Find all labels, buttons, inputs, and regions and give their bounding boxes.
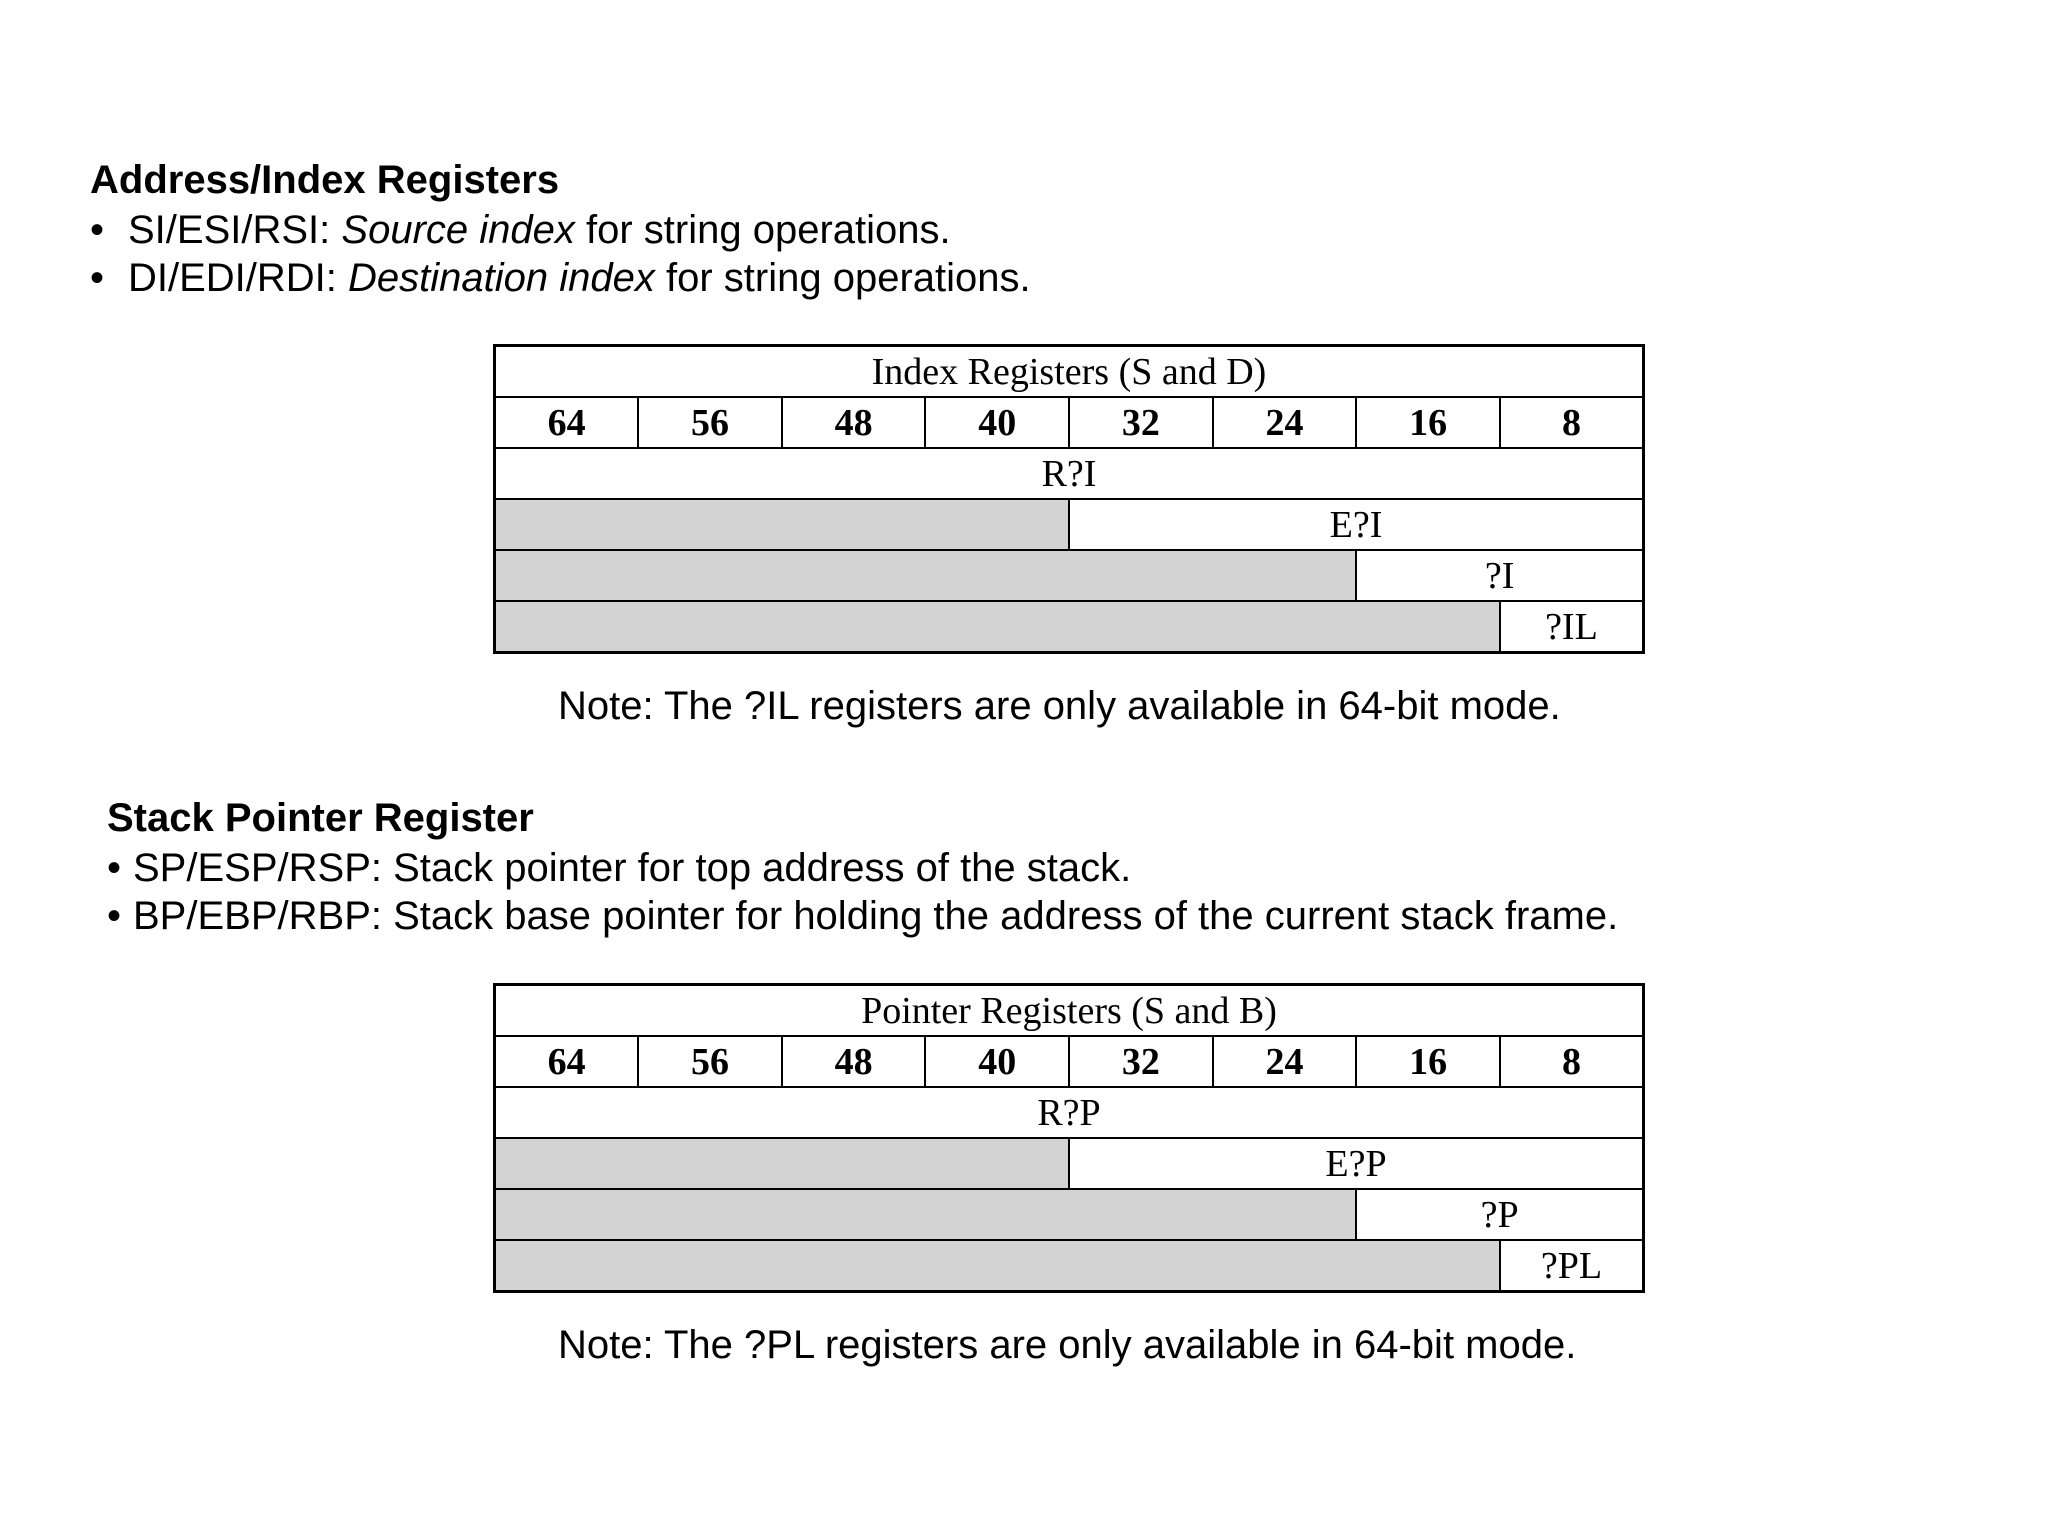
bit-header-cell: 16 bbox=[1356, 1036, 1500, 1087]
bullet-list-address-index bbox=[90, 206, 1031, 302]
bit-header-cell: 64 bbox=[495, 397, 639, 448]
bit-header-cell: 48 bbox=[782, 1036, 926, 1087]
register-label-rxp: R?P bbox=[495, 1087, 1644, 1138]
bullet-suffix: for string operations. bbox=[654, 256, 1031, 300]
register-label-exi: E?I bbox=[1069, 499, 1644, 550]
section-title-address-index: Address/Index Registers bbox=[90, 158, 560, 202]
bit-header-cell: 40 bbox=[925, 397, 1069, 448]
section-title-stack-pointer: Stack Pointer Register bbox=[107, 796, 534, 840]
bit-header-cell: 32 bbox=[1069, 1036, 1213, 1087]
note-index-registers: Note: The ?IL registers are only available in 64-bit mode. bbox=[558, 684, 1561, 728]
register-row-64 bbox=[495, 1087, 1644, 1138]
bit-header-cell: 8 bbox=[1500, 397, 1644, 448]
note-pointer-registers: Note: The ?PL registers are only available in 64-bit mode. bbox=[558, 1323, 1577, 1367]
register-label-xpl: ?PL bbox=[1500, 1240, 1644, 1292]
bullet-list-stack-pointer bbox=[107, 844, 1618, 940]
unused-bits-cell bbox=[495, 1138, 1070, 1189]
register-row-16 bbox=[495, 550, 1644, 601]
bit-header-cell: 40 bbox=[925, 1036, 1069, 1087]
bit-header-row bbox=[495, 1036, 1644, 1087]
bullet-prefix: SP/ESP/RSP: Stack pointer for top address of the stack. bbox=[133, 846, 1132, 890]
bit-header-cell: 48 bbox=[782, 397, 926, 448]
bullet-prefix: DI/EDI/RDI: bbox=[128, 256, 349, 300]
register-label-rxi: R?I bbox=[495, 448, 1644, 499]
bit-header-cell: 24 bbox=[1213, 1036, 1357, 1087]
bit-header-cell: 56 bbox=[638, 397, 782, 448]
table-title: Index Registers (S and D) bbox=[495, 346, 1644, 398]
pointer-registers-table bbox=[493, 983, 1645, 1293]
list-item bbox=[107, 844, 1618, 892]
bullet-dot: • bbox=[90, 256, 105, 300]
register-row-32 bbox=[495, 499, 1644, 550]
register-label-exp: E?P bbox=[1069, 1138, 1644, 1189]
unused-bits-cell bbox=[495, 550, 1357, 601]
register-label-xi: ?I bbox=[1356, 550, 1643, 601]
bullet-prefix: BP/EBP/RBP: Stack base pointer for holding the address of the current stack frame. bbox=[133, 894, 1619, 938]
list-item bbox=[107, 892, 1618, 940]
bullet-emphasis: Source index bbox=[341, 208, 575, 252]
list-item bbox=[90, 254, 1031, 302]
register-row-8 bbox=[495, 1240, 1644, 1292]
bit-header-cell: 64 bbox=[495, 1036, 639, 1087]
bullet-dot: • bbox=[90, 208, 105, 252]
bullet-dot: • bbox=[107, 894, 122, 938]
bullet-prefix: SI/ESI/RSI: bbox=[128, 208, 342, 252]
table-title: Pointer Registers (S and B) bbox=[495, 985, 1644, 1037]
register-row-32 bbox=[495, 1138, 1644, 1189]
unused-bits-cell bbox=[495, 601, 1500, 653]
unused-bits-cell bbox=[495, 1240, 1500, 1292]
unused-bits-cell bbox=[495, 499, 1070, 550]
unused-bits-cell bbox=[495, 1189, 1357, 1240]
register-label-xil: ?IL bbox=[1500, 601, 1644, 653]
bullet-suffix: for string operations. bbox=[574, 208, 951, 252]
register-label-xp: ?P bbox=[1356, 1189, 1643, 1240]
register-row-64 bbox=[495, 448, 1644, 499]
bit-header-cell: 32 bbox=[1069, 397, 1213, 448]
bit-header-row bbox=[495, 397, 1644, 448]
bit-header-cell: 16 bbox=[1356, 397, 1500, 448]
register-row-8 bbox=[495, 601, 1644, 653]
bullet-dot: • bbox=[107, 846, 122, 890]
register-row-16 bbox=[495, 1189, 1644, 1240]
index-registers-table bbox=[493, 344, 1645, 654]
bullet-emphasis: Destination index bbox=[348, 256, 655, 300]
bit-header-cell: 8 bbox=[1500, 1036, 1644, 1087]
bit-header-cell: 56 bbox=[638, 1036, 782, 1087]
bit-header-cell: 24 bbox=[1213, 397, 1357, 448]
list-item bbox=[90, 206, 1031, 254]
